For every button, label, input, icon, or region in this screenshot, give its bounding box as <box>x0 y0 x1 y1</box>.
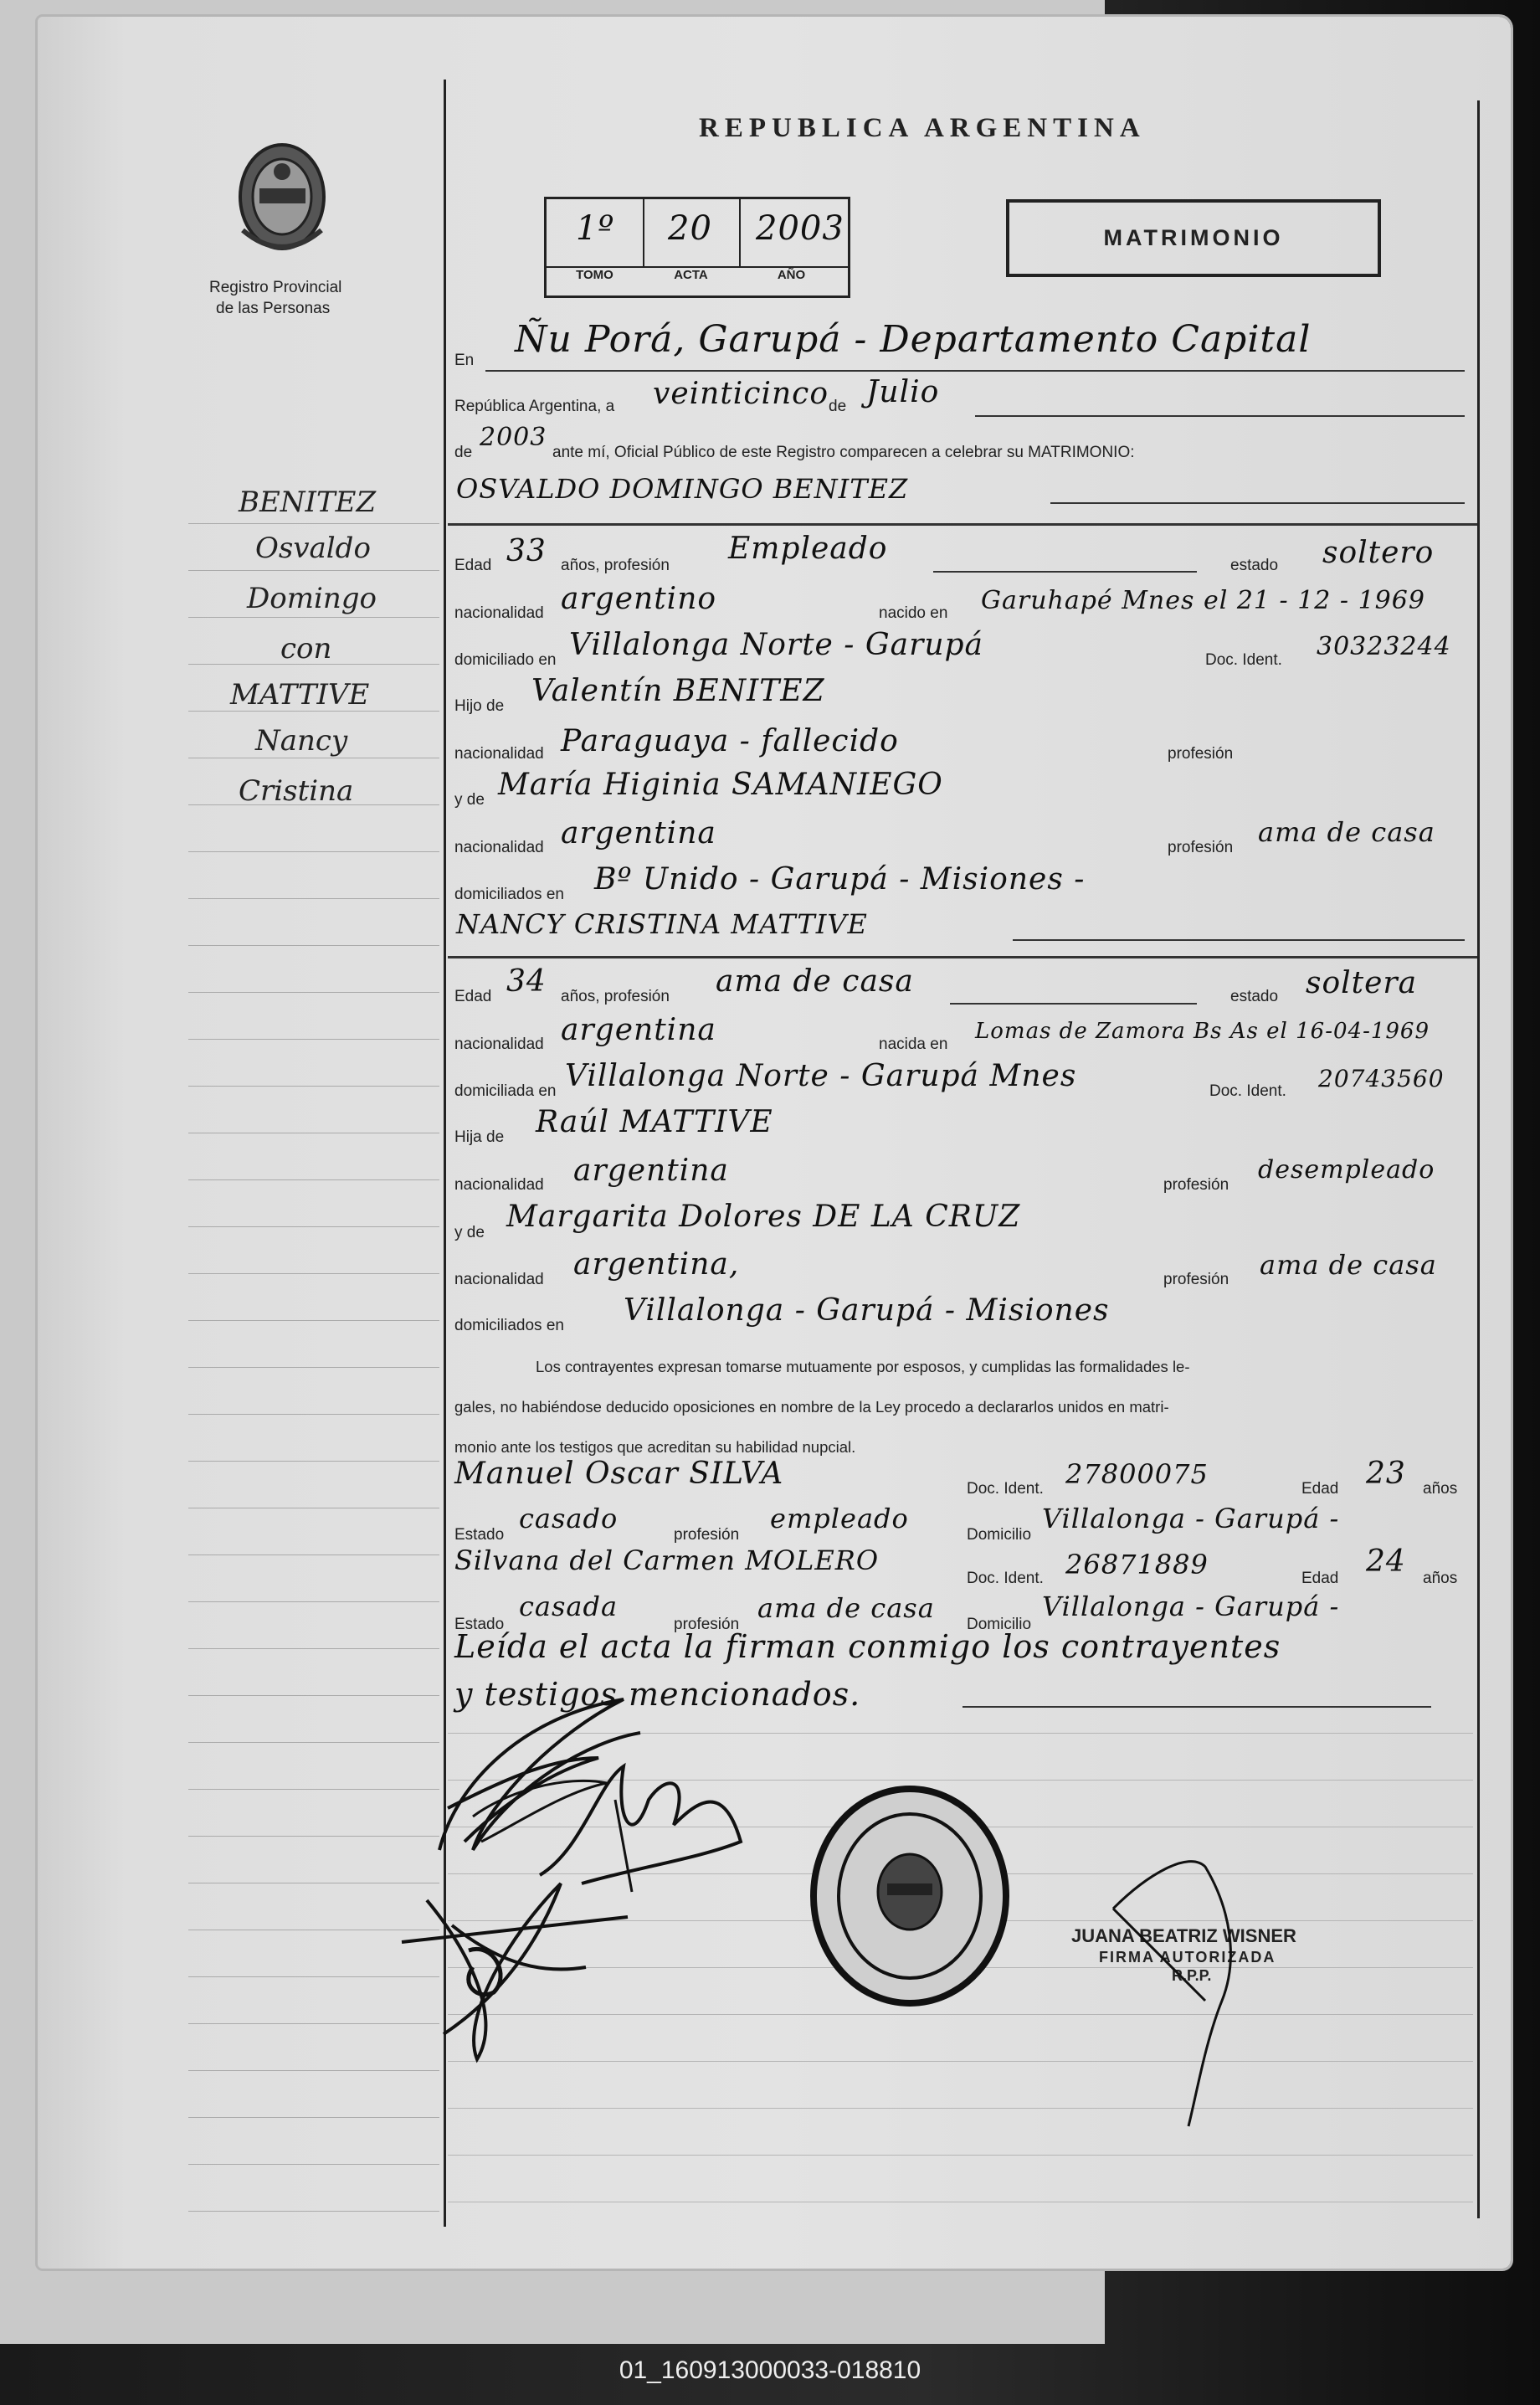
bride-profesion: ama de casa <box>716 964 914 999</box>
groom-padre-prof-label: profesión <box>1168 745 1234 763</box>
acta-label: ACTA <box>674 268 708 282</box>
ruled-line <box>188 1226 439 1227</box>
bride-name: NANCY CRISTINA MATTIVE <box>456 908 868 940</box>
bride-madre-prof-label: profesión <box>1163 1271 1229 1288</box>
closing-line-1: Leída el acta la firman conmigo los contrayentes <box>454 1628 1281 1665</box>
groom-yde-label: y de <box>454 791 485 809</box>
day-value: veinticinco <box>653 377 829 411</box>
bride-dom-label: domiciliada en <box>454 1082 557 1100</box>
ruled-line <box>188 898 439 899</box>
groom-doc-label: Doc. Ident. <box>1205 651 1282 669</box>
section-rule <box>448 956 1477 958</box>
bride-nacida-label: nacida en <box>879 1035 948 1053</box>
anio-label: AÑO <box>777 268 806 282</box>
underline <box>963 1706 1431 1708</box>
bride-madre: Margarita Dolores DE LA CRUZ <box>506 1200 1021 1234</box>
ruled-line <box>188 1648 439 1649</box>
witness2-edad: 24 <box>1366 1544 1406 1579</box>
image-caption: 01_160913000033-018810 <box>619 2356 921 2384</box>
groom-doms-label: domiciliados en <box>454 886 564 903</box>
witness1-edad: 23 <box>1366 1457 1406 1491</box>
ruled-line <box>188 1461 439 1462</box>
groom-dom-label: domiciliado en <box>454 651 557 669</box>
groom-nac-label: nacionalidad <box>454 604 544 622</box>
intro-text: ante mí, Oficial Público de este Registro comparecen a celebrar su MATRIMONIO: <box>552 444 1135 461</box>
witness2-estado: casada <box>519 1590 619 1622</box>
right-border-line <box>1477 100 1480 2218</box>
bride-madre-nac: argentina, <box>573 1247 740 1282</box>
official-org: R.P.P. <box>1172 1967 1212 1984</box>
ruled-line <box>188 617 439 618</box>
matrimonio-box: MATRIMONIO <box>1006 199 1381 277</box>
bride-estado: soltera <box>1306 966 1418 1000</box>
underline <box>950 1003 1197 1005</box>
groom-edad: 33 <box>506 534 547 568</box>
bride-padre-nac: argentina <box>573 1154 729 1188</box>
bride-estado-label: estado <box>1230 988 1279 1005</box>
witness1-prof: empleado <box>770 1503 909 1534</box>
ruled-line <box>188 2117 439 2118</box>
ruled-line <box>188 1179 439 1180</box>
witness2-doc-label: Doc. Ident. <box>967 1570 1044 1587</box>
ruled-line <box>448 2108 1473 2109</box>
section-rule <box>448 523 1477 526</box>
underline <box>485 370 1465 372</box>
signature-official <box>1096 1842 1264 2143</box>
margin-note-5: MATTIVE <box>230 678 370 712</box>
margin-note-4: con <box>280 632 332 665</box>
witness1-name: Manuel Oscar SILVA <box>454 1457 784 1491</box>
groom-madre: María Higinia SAMANIEGO <box>498 768 943 802</box>
groom-nacido: Garuhapé Mnes el 21 - 12 - 1969 <box>981 586 1425 615</box>
month-value: Julio <box>866 375 940 409</box>
year-value: 2003 <box>480 423 547 452</box>
bride-padre-prof-label: profesión <box>1163 1176 1229 1194</box>
groom-nacionalidad: argentino <box>561 582 717 616</box>
witness2-prof-label: profesión <box>674 1616 740 1633</box>
bride-domicilio: Villalonga Norte - Garupá Mnes <box>565 1059 1077 1093</box>
tomo-value: 1º <box>576 209 615 248</box>
witness1-doc: 27800075 <box>1065 1458 1209 1490</box>
margin-note-6: Nancy <box>255 724 348 758</box>
witness1-edad-label: Edad <box>1301 1480 1339 1498</box>
ruled-line <box>188 1742 439 1743</box>
acta-value: 20 <box>668 209 712 248</box>
bride-doc: 20743560 <box>1318 1065 1445 1092</box>
groom-edad-label: Edad <box>454 557 492 574</box>
ruled-line <box>188 2164 439 2165</box>
groom-profesion: Empleado <box>728 532 888 566</box>
witness2-anos-label: años <box>1423 1570 1458 1587</box>
groom-padre: Valentín BENITEZ <box>531 674 825 708</box>
groom-hijo-label: Hijo de <box>454 697 505 715</box>
de2-label: de <box>454 444 473 461</box>
register-page <box>38 17 1511 2269</box>
underline <box>1013 939 1465 941</box>
bride-edad: 34 <box>506 964 547 999</box>
signature-bride <box>393 1850 644 2068</box>
statement-line-1: Los contrayentes expresan tomarse mutuamente por esposos, y cumplidas las formalidades le- <box>536 1358 1190 1375</box>
bride-yde-label: y de <box>454 1224 485 1241</box>
margin-note-3: Domingo <box>247 582 377 615</box>
bride-nacida: Lomas de Zamora Bs As el 16-04-1969 <box>975 1019 1430 1044</box>
groom-madre-prof: ama de casa <box>1258 816 1435 848</box>
witness1-dom: Villalonga - Garupá - <box>1042 1503 1340 1534</box>
ruled-line <box>188 570 439 571</box>
ruled-line <box>188 992 439 993</box>
groom-nacido-label: nacido en <box>879 604 948 622</box>
tomo-label: TOMO <box>576 268 613 282</box>
ruled-line <box>188 1836 439 1837</box>
witness2-edad-label: Edad <box>1301 1570 1339 1587</box>
witness1-prof-label: profesión <box>674 1526 740 1544</box>
groom-madre-prof-label: profesión <box>1168 839 1234 856</box>
bride-nac-label: nacionalidad <box>454 1035 544 1053</box>
groom-estado: soltero <box>1322 536 1435 570</box>
groom-domicilio: Villalonga Norte - Garupá <box>569 628 984 662</box>
coat-of-arms-icon <box>234 138 331 255</box>
official-title: FIRMA AUTORIZADA <box>1099 1949 1276 1966</box>
de-label: de <box>829 398 847 415</box>
ruled-line <box>188 1086 439 1087</box>
registry-label-2: de las Personas <box>216 300 331 317</box>
underline <box>933 571 1197 573</box>
underline <box>975 415 1465 417</box>
closing-line-2: y testigos mencionados. <box>454 1676 861 1713</box>
bride-doc-label: Doc. Ident. <box>1209 1082 1286 1100</box>
statement-line-2: gales, no habiéndose deducido oposiciones en nombre de la Ley procedo a declararlos unidos en matri- <box>454 1398 1169 1416</box>
witness1-dom-label: Domicilio <box>967 1526 1032 1544</box>
witness2-name: Silvana del Carmen MOLERO <box>454 1544 880 1576</box>
bride-edad-label: Edad <box>454 988 492 1005</box>
ruled-line <box>448 2155 1473 2156</box>
ruled-line <box>188 1695 439 1696</box>
witness2-doc: 26871889 <box>1065 1549 1209 1580</box>
ruled-line <box>188 1320 439 1321</box>
bride-nacionalidad: argentina <box>561 1013 716 1047</box>
groom-prof-label: años, profesión <box>561 557 670 574</box>
witness2-prof: ama de casa <box>757 1592 935 1624</box>
groom-padres-dom: Bº Unido - Garupá - Misiones - <box>594 862 1086 897</box>
groom-madre-nac-label: nacionalidad <box>454 839 544 856</box>
anio-value: 2003 <box>756 209 844 248</box>
groom-madre-nac: argentina <box>561 816 716 850</box>
witness1-anos-label: años <box>1423 1480 1458 1498</box>
tomo-acta-box <box>544 197 850 298</box>
groom-name: OSVALDO DOMINGO BENITEZ <box>456 473 909 505</box>
en-label: En <box>454 352 475 369</box>
ruled-line <box>188 1601 439 1602</box>
bride-padre: Raúl MATTIVE <box>536 1105 773 1139</box>
groom-padre-nac: Paraguaya - fallecido <box>561 724 899 758</box>
margin-note-2: Osvaldo <box>255 532 371 565</box>
bride-madre-nac-label: nacionalidad <box>454 1271 544 1288</box>
statement-line-3: monio ante los testigos que acreditan su habilidad nupcial. <box>454 1438 856 1456</box>
ruled-line <box>188 523 439 524</box>
witness1-doc-label: Doc. Ident. <box>967 1480 1044 1498</box>
ruled-line <box>188 851 439 852</box>
bride-madre-prof: ama de casa <box>1260 1249 1437 1281</box>
margin-note-7: Cristina <box>239 774 354 808</box>
ruled-line <box>188 1039 439 1040</box>
ruled-line <box>188 1414 439 1415</box>
ruled-line <box>188 1789 439 1790</box>
bride-hija-label: Hija de <box>454 1128 505 1146</box>
groom-doc: 30323244 <box>1317 632 1451 661</box>
bride-doms-label: domiciliados en <box>454 1317 564 1334</box>
republica-label: República Argentina, a <box>454 398 615 415</box>
page-inner <box>105 42 1486 2252</box>
bride-padre-nac-label: nacionalidad <box>454 1176 544 1194</box>
margin-note-1: BENITEZ <box>239 486 377 519</box>
underline <box>1050 502 1465 504</box>
witness2-dom-label: Domicilio <box>967 1616 1032 1633</box>
ruled-line <box>188 1273 439 1274</box>
groom-padre-nac-label: nacionalidad <box>454 745 544 763</box>
official-seal-icon <box>808 1783 1013 2009</box>
ruled-line <box>188 945 439 946</box>
country-title: REPUBLICA ARGENTINA <box>699 113 1146 143</box>
witness1-estado: casado <box>519 1503 619 1534</box>
ruled-line <box>188 2211 439 2212</box>
groom-estado-label: estado <box>1230 557 1279 574</box>
witness2-estado-label: Estado <box>454 1616 505 1633</box>
bride-padre-prof: desempleado <box>1258 1155 1435 1185</box>
witness1-estado-label: Estado <box>454 1526 505 1544</box>
official-name: JUANA BEATRIZ WISNER <box>1071 1925 1296 1946</box>
witness2-dom: Villalonga - Garupá - <box>1042 1590 1340 1622</box>
ruled-line <box>188 2070 439 2071</box>
registry-label: Registro Provincial <box>209 279 342 296</box>
ruled-line <box>188 1367 439 1368</box>
place-value: Ñu Porá, Garupá - Departamento Capital <box>515 318 1312 361</box>
bride-prof-label: años, profesión <box>561 988 670 1005</box>
bride-padres-dom: Villalonga - Garupá - Misiones <box>624 1293 1110 1328</box>
